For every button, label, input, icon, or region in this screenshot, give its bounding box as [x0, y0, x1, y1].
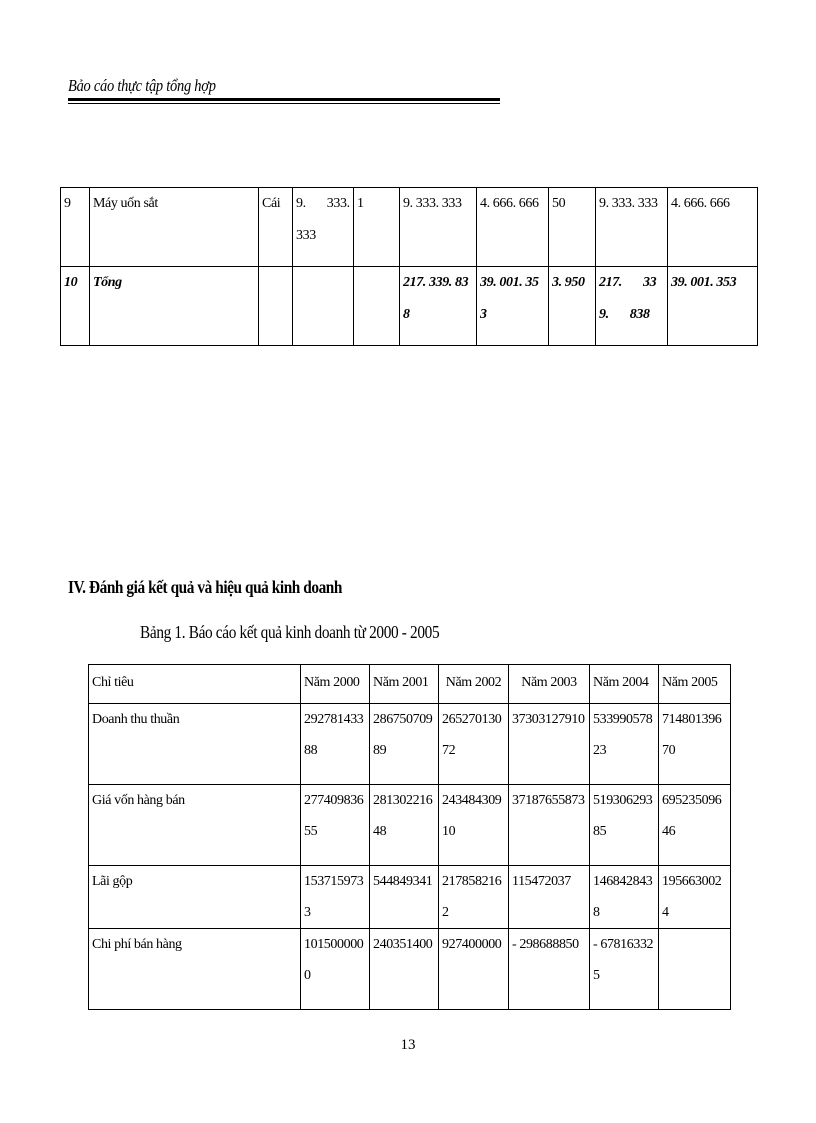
table-cell: 9 [61, 188, 90, 267]
table-cell: 9. 333. 333 [293, 188, 354, 267]
page-number: 13 [400, 1037, 416, 1053]
asset-depreciation-table [60, 187, 758, 346]
table-cell: 115472037 [509, 866, 590, 929]
table-cell: 3. 950 [549, 267, 596, 346]
column-header: Năm 2000 [301, 665, 370, 704]
table-cell: Tổng [90, 267, 259, 346]
table-cell: 217. 339. 838 [400, 267, 477, 346]
column-header: Năm 2001 [370, 665, 439, 704]
table-cell: - 678163325 [590, 929, 659, 1010]
header-rule-thin [68, 103, 500, 104]
table-cell: 10 [61, 267, 90, 346]
table-cell: 28675070989 [370, 704, 439, 785]
table-cell: 1015000000 [301, 929, 370, 1010]
column-header: Chỉ tiêu [89, 665, 301, 704]
table-row [61, 188, 758, 267]
table-cell: Cái [259, 188, 293, 267]
row-label: Chi phí bán hàng [89, 929, 301, 1010]
row-label: Giá vốn hàng bán [89, 785, 301, 866]
table-cell: 4. 666. 666 [477, 188, 549, 267]
column-header: Năm 2002 [439, 665, 509, 704]
table-cell: 240351400 [370, 929, 439, 1010]
table-cell: - 298688850 [509, 929, 590, 1010]
table-row [89, 929, 731, 1010]
row-label: Doanh thu thuần [89, 704, 301, 785]
table-cell: 50 [549, 188, 596, 267]
table-cell: 39. 001. 353 [477, 267, 549, 346]
table-cell: 37187655873 [509, 785, 590, 866]
table-row [89, 785, 731, 866]
business-results-table [88, 664, 731, 1010]
table-cell: 37303127910 [509, 704, 590, 785]
table-cell: 28130221648 [370, 785, 439, 866]
table-cell: 51930629385 [590, 785, 659, 866]
table-cell: 24348430910 [439, 785, 509, 866]
table-cell: 39. 001. 353 [668, 267, 758, 346]
table-cell [259, 267, 293, 346]
page-header-title: Bảo cáo thực tập tổng hợp [68, 76, 216, 95]
header-rule [68, 98, 500, 101]
table-cell [293, 267, 354, 346]
table-cell: 27740983655 [301, 785, 370, 866]
table-cell: 217. 339. 838 [596, 267, 668, 346]
table-cell [354, 267, 400, 346]
table-cell [659, 929, 731, 1010]
table-cell: 9. 333. 333 [596, 188, 668, 267]
table-cell: 1 [354, 188, 400, 267]
table-cell: 69523509646 [659, 785, 731, 866]
table-cell: 1468428438 [590, 866, 659, 929]
column-header: Năm 2004 [590, 665, 659, 704]
table-cell: 1537159733 [301, 866, 370, 929]
table-cell: 29278143388 [301, 704, 370, 785]
table-cell: 71480139670 [659, 704, 731, 785]
table-cell: 2178582162 [439, 866, 509, 929]
table-cell: 927400000 [439, 929, 509, 1010]
column-header: Năm 2003 [509, 665, 590, 704]
table-row [89, 866, 731, 929]
table-cell: Máy uốn sắt [90, 188, 259, 267]
table-row [89, 704, 731, 785]
table-cell: 9. 333. 333 [400, 188, 477, 267]
table-cell: 544849341 [370, 866, 439, 929]
table-caption: Bảng 1. Báo cáo kết quả kinh doanh từ 2000 - 2005 [140, 622, 440, 642]
table-cell: 26527013072 [439, 704, 509, 785]
table-cell: 1956630024 [659, 866, 731, 929]
section-heading: IV. Đánh giá kết quả và hiệu quả kinh doanh [68, 577, 342, 597]
column-header: Năm 2005 [659, 665, 731, 704]
table-header-row [89, 665, 731, 704]
table-cell: 53399057823 [590, 704, 659, 785]
table-row-total [61, 267, 758, 346]
row-label: Lãi gộp [89, 866, 301, 929]
table-cell: 4. 666. 666 [668, 188, 758, 267]
